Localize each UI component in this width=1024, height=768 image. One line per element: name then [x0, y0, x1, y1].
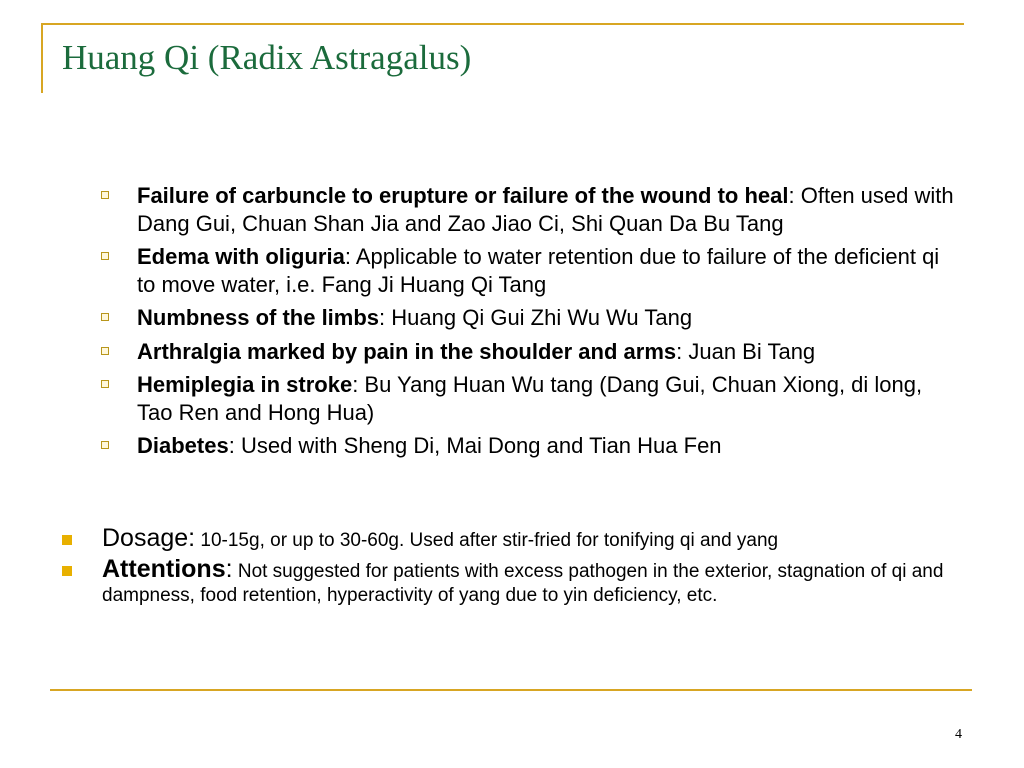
hollow-square-bullet-icon [101, 347, 109, 355]
attentions-heading: Attentions [102, 555, 226, 583]
list-item [101, 243, 961, 298]
indications-list [101, 182, 961, 466]
dosage-attentions-list [62, 526, 962, 612]
attentions-item [62, 557, 962, 608]
dosage-heading: Dosage: [102, 524, 196, 552]
list-item [101, 432, 961, 460]
dosage-text: 10-15g, or up to 30-60g. Used after stir-fried for tonifying qi and yang [195, 530, 779, 551]
item-text: : Used with Sheng Di, Mai Dong and Tian Hua Fen [228, 433, 722, 458]
filled-square-bullet-icon [62, 535, 72, 545]
dosage-item [62, 526, 962, 553]
hollow-square-bullet-icon [101, 313, 109, 321]
item-text: : Applicable to water retention due to failure of the deficient qi to move water, i.e. Fang Ji Huang Qi Tang [137, 244, 940, 297]
slide-title: Huang Qi (Radix Astragalus) [62, 38, 472, 77]
filled-square-bullet-icon [62, 566, 72, 576]
attentions-text: Not suggested for patients with excess pathogen in the exterior, stagnation of qi and dampness, food retention, hyperactivity of yang due to yin deficiency, etc. [102, 561, 944, 606]
item-heading: Failure of carbuncle to erupture or failure of the wound to heal [137, 183, 789, 208]
top-border-line [41, 23, 964, 25]
hollow-square-bullet-icon [101, 380, 109, 388]
hollow-square-bullet-icon [101, 191, 109, 199]
hollow-square-bullet-icon [101, 252, 109, 260]
item-text: : Often used with Dang Gui, Chuan Shan Jia and Zao Jiao Ci, Shi Quan Da Bu Tang [137, 183, 954, 236]
list-item [101, 182, 961, 237]
item-heading: Hemiplegia in stroke [137, 372, 353, 397]
item-text: : Juan Bi Tang [676, 338, 816, 364]
list-item [101, 304, 961, 332]
list-item [101, 338, 961, 366]
page-number: 4 [955, 727, 962, 742]
list-item [101, 371, 961, 426]
hollow-square-bullet-icon [101, 441, 109, 449]
item-text: : Bu Yang Huan Wu tang (Dang Gui, Chuan Xiong, di long, Tao Ren and Hong Hua) [137, 372, 923, 425]
item-heading: Numbness of the limbs [137, 305, 380, 330]
attentions-colon: : [225, 555, 233, 583]
bottom-border-line [50, 689, 972, 691]
item-text: : Huang Qi Gui Zhi Wu Wu Tang [379, 305, 693, 330]
left-border-line [41, 23, 43, 93]
item-heading: Edema with oliguria [137, 244, 345, 269]
item-heading: Arthralgia marked by pain in the shoulder and arms [137, 338, 677, 364]
item-heading: Diabetes [137, 433, 229, 458]
